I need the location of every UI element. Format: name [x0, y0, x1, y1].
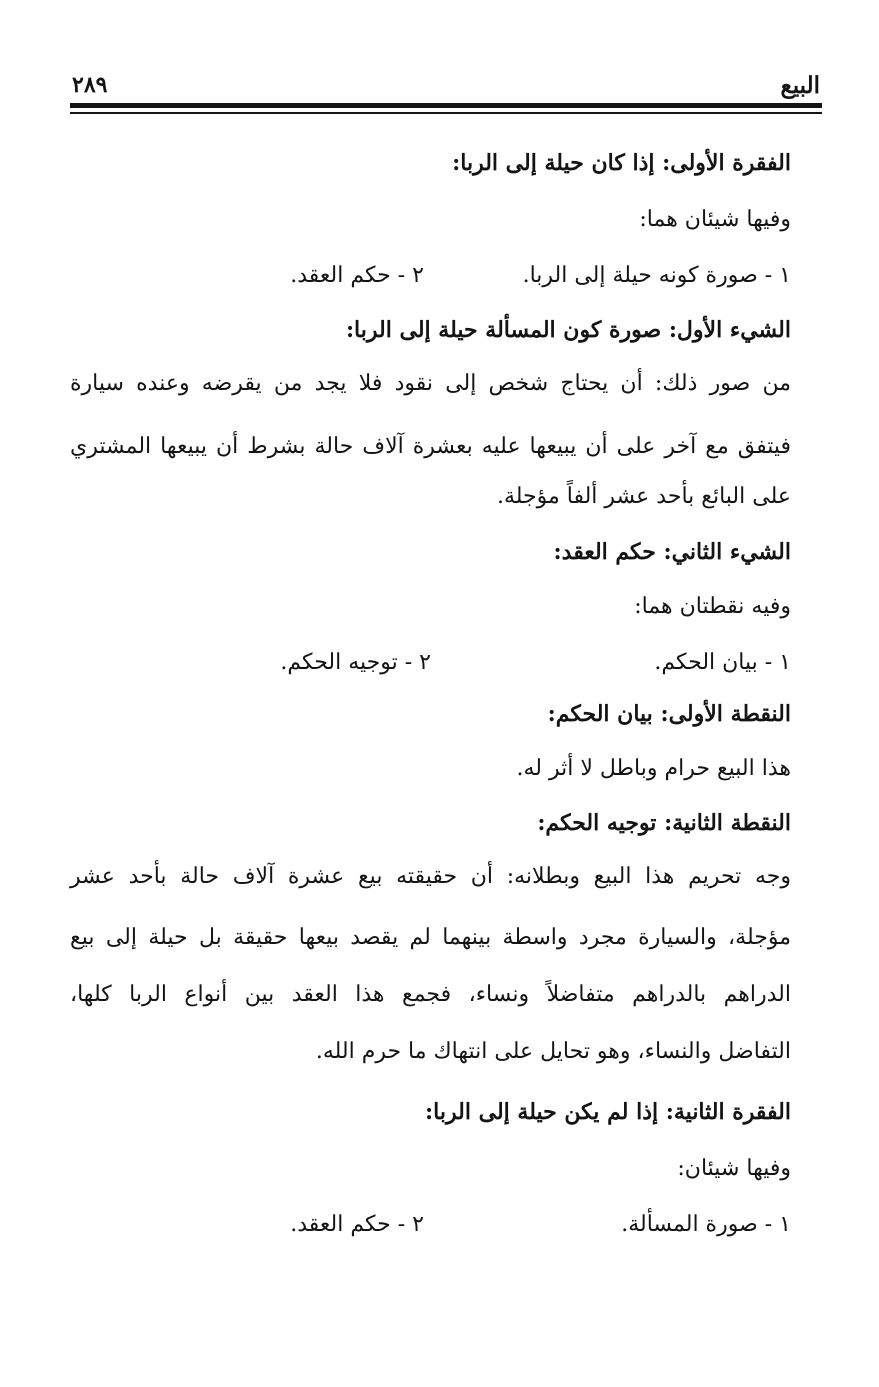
section-heading: الشيء الثاني: حكم العقد: — [553, 539, 791, 565]
list-item: ١ - بيان الحكم. — [654, 650, 791, 675]
paragraph-line: التفاضل والنساء، وهو تحايل على انتهاك ما حرم الله. — [315, 1039, 791, 1064]
section-heading: النقطة الأولى: بيان الحكم: — [547, 701, 791, 727]
chapter-title: البيع — [780, 72, 820, 99]
section-intro: وفيه نقطتان هما: — [634, 594, 791, 619]
list-item: ٢ - حكم العقد. — [290, 1212, 424, 1237]
paragraph-line: وجه تحريم هذا البيع وبطلانه: أن حقيقته بيع عشرة آلاف حالة بأحد عشر — [70, 864, 791, 889]
section-heading: النقطة الثانية: توجيه الحكم: — [537, 810, 791, 836]
paragraph-line: على البائع بأحد عشر ألفاً مؤجلة. — [496, 484, 791, 509]
running-header — [70, 70, 820, 100]
section-heading: الفقرة الأولى: إذا كان حيلة إلى الربا: — [452, 150, 791, 176]
list-item: ٢ - حكم العقد. — [290, 263, 424, 288]
ruling-text: هذا البيع حرام وباطل لا أثر له. — [516, 756, 791, 781]
paragraph-line: فيتفق مع آخر على أن يبيعها عليه بعشرة آلاف حالة بشرط أن يبيعها المشتري — [70, 434, 791, 459]
section-heading: الفقرة الثانية: إذا لم يكن حيلة إلى الربا: — [425, 1099, 791, 1125]
paragraph-line: من صور ذلك: أن يحتاج شخص إلى نقود فلا يجد من يقرضه وعنده سيارة — [70, 371, 791, 396]
section-intro: وفيها شيئان: — [677, 1156, 791, 1181]
section-intro: وفيها شيئان هما: — [639, 207, 791, 232]
paragraph-line: الدراهم بالدراهم متفاضلاً ونساء، فجمع هذا العقد بين أنواع الربا كلها، — [70, 982, 791, 1007]
section-heading: الشيء الأول: صورة كون المسألة حيلة إلى الربا: — [345, 317, 791, 343]
header-rule-thick — [70, 103, 822, 108]
list-item: ١ - صورة كونه حيلة إلى الربا. — [522, 263, 791, 288]
paragraph-line: مؤجلة، والسيارة مجرد واسطة بينهما لم يقصد بيعها حقيقة بل حيلة إلى بيع — [70, 925, 791, 950]
list-item: ٢ - توجيه الحكم. — [280, 650, 431, 675]
list-item: ١ - صورة المسألة. — [621, 1212, 791, 1237]
header-rule-thin — [70, 112, 822, 114]
page-number: ٢٨٩ — [72, 72, 108, 98]
